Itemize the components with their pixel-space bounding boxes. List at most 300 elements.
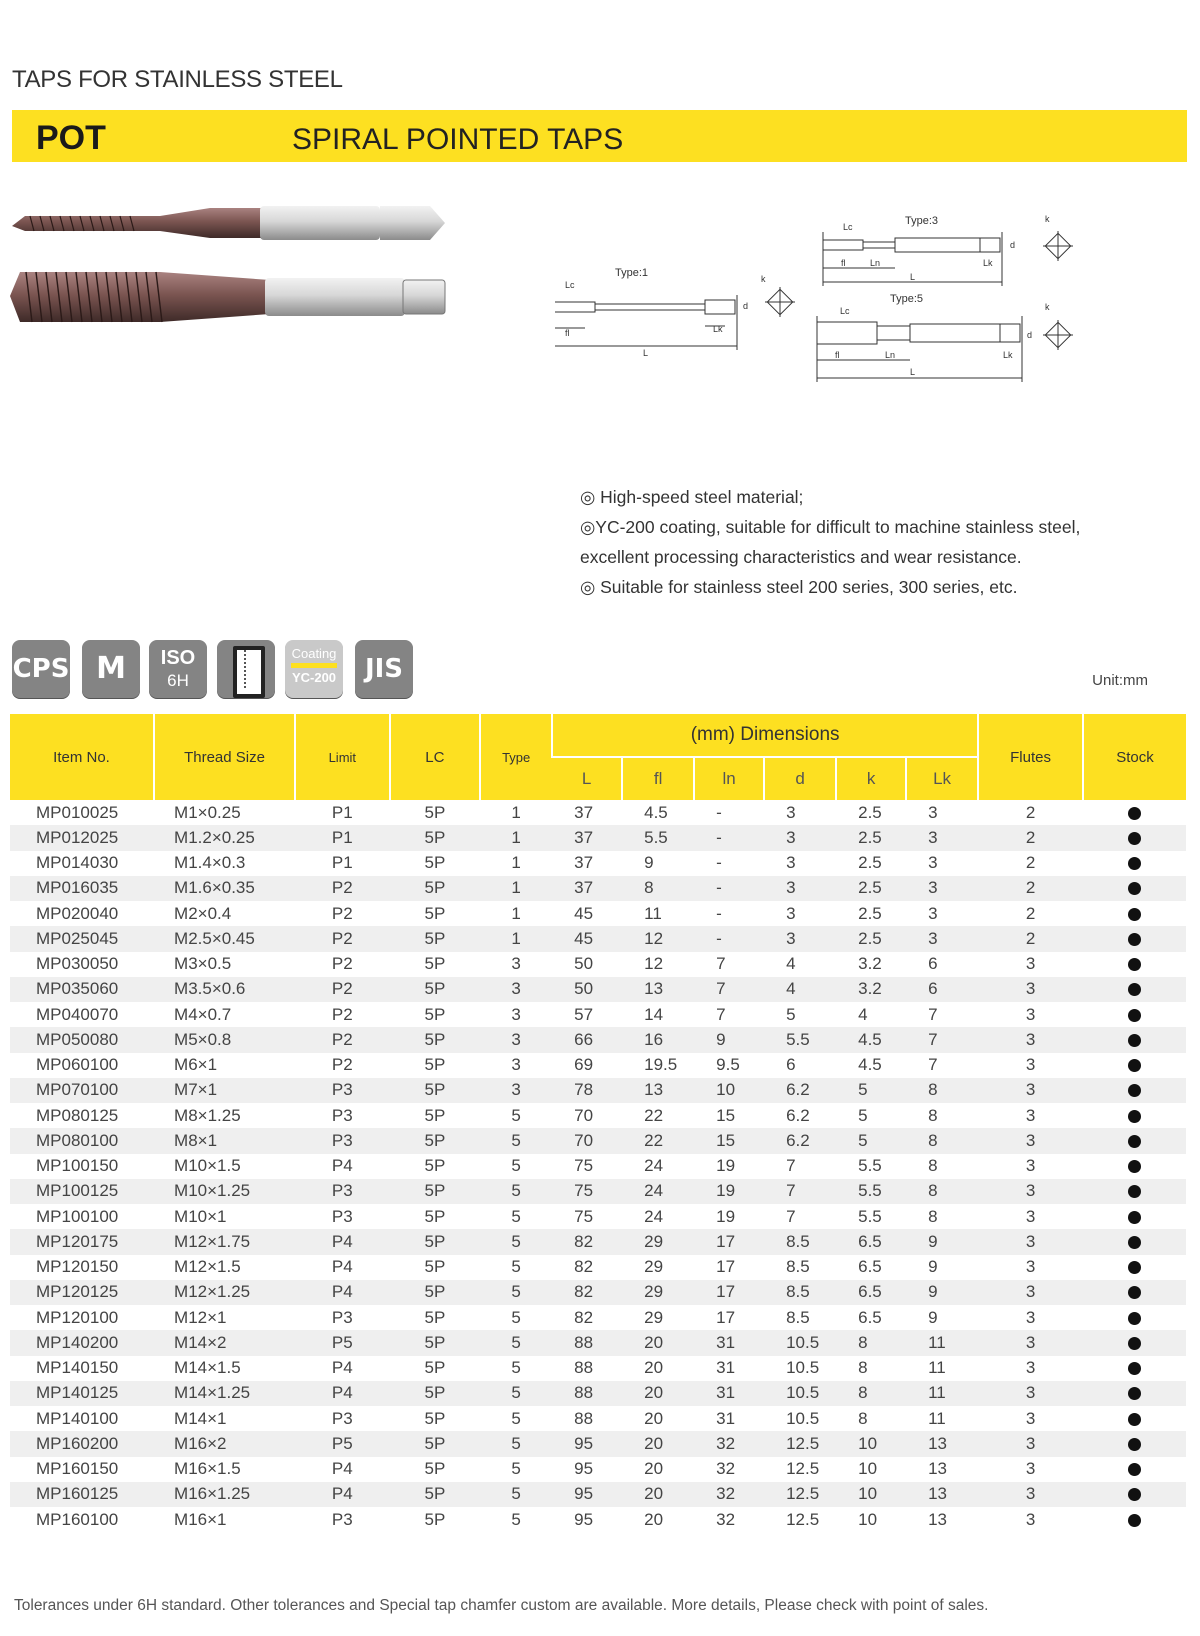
cell-lk: 7 [928, 1004, 938, 1024]
cell-fl: 29 [644, 1307, 664, 1327]
header-ln: ln [694, 757, 764, 800]
cell-d: 12.5 [764, 1482, 836, 1507]
cell-stock [1083, 800, 1186, 825]
type5-k-label: k [1045, 302, 1050, 312]
cell-type: 5 [480, 1330, 552, 1355]
header-l: L [552, 757, 622, 800]
cell-lk: 9 [906, 1280, 978, 1305]
cell-thread-size: M14×1.25 [154, 1381, 295, 1406]
cell-ln: 32 [694, 1482, 764, 1507]
cell-ln: 32 [716, 1509, 736, 1529]
cell-lk: 3 [928, 802, 938, 822]
cell-stock [1083, 1204, 1186, 1229]
type5-fl-label: fl [835, 350, 840, 360]
cell-ln: 15 [694, 1128, 764, 1153]
table-row [10, 1457, 1186, 1482]
cell-type: 5 [480, 1229, 552, 1254]
table-row [10, 901, 1186, 926]
cell-d: 8.5 [764, 1280, 836, 1305]
cell-thread-size: M12×1.25 [154, 1280, 295, 1305]
cell-type: 5 [511, 1408, 521, 1428]
cell-lc: 5P [390, 977, 481, 1002]
cell-ln: 10 [694, 1078, 764, 1103]
cell-k: 3.2 [836, 977, 906, 1002]
cell-l: 95 [574, 1509, 594, 1529]
in-stock-dot-icon [1128, 1135, 1141, 1148]
cell-stock [1083, 1078, 1186, 1103]
cell-type: 5 [480, 1280, 552, 1305]
type1-k-label: k [761, 274, 766, 284]
cell-fl: 24 [644, 1156, 664, 1176]
type1-lc-label: Lc [565, 280, 575, 290]
cell-thread-size: M3.5×0.6 [154, 977, 295, 1002]
cell-k: 8 [858, 1358, 868, 1378]
cell-fl: 20 [644, 1408, 664, 1428]
cell-lc: 5P [424, 1408, 446, 1428]
cell-lk: 7 [906, 1027, 978, 1052]
cell-ln: 31 [694, 1381, 764, 1406]
cell-fl: 24 [644, 1206, 664, 1226]
cell-k: 6.5 [836, 1280, 906, 1305]
in-stock-dot-icon [1128, 1337, 1141, 1350]
type5-l-label: L [910, 367, 916, 377]
table-row [10, 1103, 1186, 1128]
cell-k: 4.5 [836, 1027, 906, 1052]
cell-fl: 4.5 [644, 802, 668, 822]
cell-lc: 5P [424, 853, 446, 873]
cell-flutes: 3 [1025, 1156, 1036, 1176]
cell-item-no: MP030050 [36, 954, 119, 974]
cell-fl: 22 [622, 1128, 694, 1153]
cell-ln: 17 [694, 1229, 764, 1254]
cell-stock [1083, 876, 1186, 901]
table-row [10, 1128, 1186, 1153]
cell-lc: 5P [390, 1078, 481, 1103]
cell-ln: 32 [694, 1431, 764, 1456]
cell-type: 5 [511, 1307, 521, 1327]
cell-l: 88 [552, 1381, 622, 1406]
cell-item-no: MP016035 [10, 876, 154, 901]
cell-stock [1083, 1356, 1186, 1381]
cell-item-no: MP060100 [36, 1055, 119, 1075]
table-row [10, 1053, 1186, 1078]
cell-lc: 5P [390, 1128, 481, 1153]
cell-lk: 13 [906, 1482, 978, 1507]
cell-fl: 12 [622, 926, 694, 951]
cell-k: 5.5 [836, 1179, 906, 1204]
cell-flutes: 3 [978, 1027, 1083, 1052]
cell-type: 5 [511, 1257, 521, 1277]
type3-lk-label: Lk [983, 258, 993, 268]
cell-item-no: MP160100 [36, 1509, 119, 1529]
cell-type: 5 [511, 1358, 521, 1378]
cell-d: 12.5 [786, 1459, 820, 1479]
cell-lk: 3 [906, 876, 978, 901]
cell-thread-size: M4×0.7 [174, 1004, 232, 1024]
in-stock-dot-icon [1128, 1110, 1141, 1123]
cell-type: 3 [511, 1004, 521, 1024]
cell-lk: 11 [928, 1358, 946, 1378]
unit-label: Unit:mm [1092, 672, 1148, 689]
cell-limit: P4 [295, 1280, 390, 1305]
table-row [10, 1431, 1186, 1456]
cell-flutes: 2 [978, 825, 1083, 850]
table-row [10, 1204, 1186, 1229]
cell-type: 1 [511, 903, 521, 923]
cell-fl: 20 [622, 1431, 694, 1456]
cell-k: 2.5 [836, 876, 906, 901]
cell-flutes: 3 [1025, 1257, 1036, 1277]
cell-limit: P2 [295, 876, 390, 901]
cell-ln: 17 [694, 1280, 764, 1305]
type3-label: Type:3 [905, 215, 939, 227]
cell-lc: 5P [390, 1431, 481, 1456]
cell-thread-size: M12×1.5 [174, 1257, 241, 1277]
tap-shape-icon [217, 640, 275, 698]
cell-d: 3 [764, 825, 836, 850]
cell-k: 8 [858, 1408, 868, 1428]
cell-lk: 8 [906, 1179, 978, 1204]
cell-fl: 5.5 [622, 825, 694, 850]
cell-l: 70 [552, 1128, 622, 1153]
in-stock-dot-icon [1128, 908, 1141, 921]
cell-l: 45 [552, 926, 622, 951]
cell-lk: 13 [928, 1509, 947, 1529]
cell-fl: 20 [622, 1330, 694, 1355]
cell-l: 75 [574, 1206, 594, 1226]
cell-l: 82 [552, 1229, 622, 1254]
header-k: k [836, 757, 906, 800]
cell-lc: 5P [390, 1280, 481, 1305]
cell-type: 5 [480, 1381, 552, 1406]
cell-l: 57 [574, 1004, 594, 1024]
cell-k: 4 [858, 1004, 868, 1024]
cell-limit: P4 [331, 1358, 353, 1378]
cell-lk: 7 [928, 1055, 938, 1075]
cell-item-no: MP140125 [10, 1381, 154, 1406]
in-stock-dot-icon [1128, 832, 1141, 845]
table-row [10, 1406, 1186, 1431]
cell-item-no: MP025045 [10, 926, 154, 951]
cell-lk: 8 [928, 1156, 938, 1176]
cell-k: 5.5 [858, 1206, 882, 1226]
in-stock-dot-icon [1128, 1362, 1141, 1375]
cell-limit: P1 [331, 802, 353, 822]
cell-lc: 5P [424, 1257, 446, 1277]
cell-lc: 5P [424, 1156, 446, 1176]
cell-d: 3 [764, 926, 836, 951]
cell-lc: 5P [424, 1055, 446, 1075]
cell-d: 6.2 [764, 1078, 836, 1103]
cell-k: 5 [836, 1128, 906, 1153]
cell-lk: 8 [928, 1105, 938, 1125]
cell-stock [1083, 1381, 1186, 1406]
type3-ln-label: Ln [870, 258, 881, 268]
cell-thread-size: M10×1.5 [174, 1156, 241, 1176]
cell-flutes: 3 [978, 1229, 1083, 1254]
cell-stock [1083, 1128, 1186, 1153]
cell-lk: 6 [906, 977, 978, 1002]
product-name: SPIRAL POINTED TAPS [292, 123, 624, 156]
cell-l: 37 [552, 876, 622, 901]
cell-fl: 13 [622, 977, 694, 1002]
product-banner [12, 110, 1187, 162]
type3-fl-label: fl [841, 258, 846, 268]
cell-stock [1083, 1280, 1186, 1305]
cell-limit: P2 [295, 926, 390, 951]
cell-flutes: 3 [1025, 1358, 1036, 1378]
cell-fl: 11 [644, 903, 662, 923]
cell-flutes: 3 [1025, 954, 1036, 974]
table-row [10, 1154, 1186, 1179]
cell-limit: P3 [331, 1206, 353, 1226]
cell-fl: 16 [622, 1027, 694, 1052]
cell-stock [1083, 1255, 1186, 1280]
cell-l: 37 [574, 853, 594, 873]
cell-item-no: MP020040 [36, 903, 119, 923]
header-lc: LC [390, 714, 481, 800]
cell-l: 69 [574, 1055, 594, 1075]
cell-lc: 5P [390, 1027, 481, 1052]
cell-thread-size: M2.5×0.45 [154, 926, 295, 951]
cell-k: 4.5 [858, 1055, 882, 1075]
type5-ln-label: Ln [885, 350, 896, 360]
cell-limit: P3 [295, 1128, 390, 1153]
cell-stock [1083, 1305, 1186, 1330]
cell-thread-size: M8×1.25 [174, 1105, 241, 1125]
table-row [10, 1078, 1186, 1103]
cell-type: 3 [480, 1027, 552, 1052]
in-stock-dot-icon [1128, 857, 1141, 870]
tap-product-photo [10, 196, 465, 346]
cell-lk: 3 [906, 825, 978, 850]
cell-limit: P3 [331, 1509, 353, 1529]
type1-fl-label: fl [565, 328, 570, 338]
cell-stock [1083, 1507, 1186, 1532]
table-row [10, 1507, 1186, 1532]
cell-type: 1 [480, 926, 552, 951]
cell-item-no: MP120175 [10, 1229, 154, 1254]
cell-ln: 7 [716, 954, 726, 974]
cell-type: 5 [480, 1482, 552, 1507]
in-stock-dot-icon [1128, 807, 1141, 820]
cell-item-no: MP160200 [10, 1431, 154, 1456]
in-stock-dot-icon [1128, 958, 1141, 971]
cell-ln: 17 [716, 1307, 736, 1327]
cell-type: 1 [511, 802, 521, 822]
cell-fl: 14 [644, 1004, 664, 1024]
cell-d: 6.2 [764, 1128, 836, 1153]
header-flutes: Flutes [978, 714, 1083, 800]
table-row [10, 1381, 1186, 1406]
cell-d: 4 [764, 977, 836, 1002]
cell-lc: 5P [390, 1381, 481, 1406]
cell-l: 95 [552, 1431, 622, 1456]
cell-ln: 32 [716, 1459, 736, 1479]
cell-item-no: MP120100 [36, 1307, 119, 1327]
cell-item-no: MP100150 [36, 1156, 119, 1176]
cell-ln: 17 [716, 1257, 736, 1277]
cell-d: 3 [786, 903, 796, 923]
cell-limit: P4 [295, 1482, 390, 1507]
cell-k: 5.5 [858, 1156, 882, 1176]
cell-ln: - [694, 825, 764, 850]
cell-type: 3 [511, 954, 521, 974]
cell-fl: 20 [644, 1459, 664, 1479]
cell-flutes: 3 [1025, 1206, 1036, 1226]
cell-type: 3 [511, 1055, 521, 1075]
cell-flutes: 3 [978, 1381, 1083, 1406]
table-row [10, 1482, 1186, 1507]
cps-icon: CPS [12, 640, 70, 698]
cell-flutes: 2 [978, 876, 1083, 901]
cell-thread-size: M1.4×0.3 [174, 853, 246, 873]
cell-thread-size: M12×1 [174, 1307, 227, 1327]
cell-stock [1083, 1027, 1186, 1052]
cell-item-no: MP050080 [10, 1027, 154, 1052]
cell-type: 5 [480, 1179, 552, 1204]
cell-type: 5 [511, 1206, 521, 1226]
type3-k-label: k [1045, 214, 1050, 224]
cell-thread-size: M14×1.5 [174, 1358, 241, 1378]
table-row [10, 1330, 1186, 1355]
cell-type: 3 [480, 977, 552, 1002]
type1-d-label: d [743, 301, 749, 311]
cell-limit: P2 [331, 954, 353, 974]
type5-label: Type:5 [890, 293, 924, 305]
cell-thread-size: M14×1 [174, 1408, 227, 1428]
cell-fl: 20 [622, 1482, 694, 1507]
cell-k: 2.5 [858, 802, 882, 822]
cell-flutes: 2 [978, 926, 1083, 951]
cell-ln: 19 [694, 1179, 764, 1204]
cell-flutes: 3 [978, 1330, 1083, 1355]
cell-stock [1083, 1053, 1186, 1078]
cell-d: 5.5 [764, 1027, 836, 1052]
cell-l: 37 [552, 825, 622, 850]
feature-item: ◎YC-200 coating, suitable for difficult to machine stainless steel, [580, 517, 1081, 537]
table-row [10, 1027, 1186, 1052]
table-row [10, 952, 1186, 977]
cell-lk: 9 [928, 1257, 938, 1277]
cell-fl: 20 [644, 1509, 664, 1529]
cell-lc: 5P [424, 1509, 446, 1529]
cell-lc: 5P [424, 1206, 446, 1226]
cell-lc: 5P [390, 825, 481, 850]
cell-item-no: MP160125 [10, 1482, 154, 1507]
cell-limit: P3 [331, 1408, 353, 1428]
cell-d: 6.2 [786, 1105, 810, 1125]
cell-stock [1083, 1103, 1186, 1128]
cell-lk: 8 [928, 1206, 938, 1226]
cell-d: 12.5 [764, 1431, 836, 1456]
feature-item: ◎ High-speed steel material; [580, 487, 804, 507]
in-stock-dot-icon [1128, 933, 1141, 946]
table-row [10, 825, 1186, 850]
cell-l: 75 [552, 1179, 622, 1204]
header-dimensions: (mm) Dimensions [552, 714, 978, 757]
table-row [10, 800, 1186, 825]
cell-k: 2.5 [858, 903, 882, 923]
cell-item-no: MP070100 [10, 1078, 154, 1103]
cell-lk: 8 [906, 1128, 978, 1153]
cell-l: 45 [574, 903, 594, 923]
cell-l: 88 [552, 1330, 622, 1355]
metric-thread-icon: M [82, 640, 140, 698]
type5-lc-label: Lc [840, 306, 850, 316]
cell-l: 50 [552, 977, 622, 1002]
cell-lc: 5P [390, 1330, 481, 1355]
cell-type: 5 [511, 1105, 521, 1125]
cell-d: 10.5 [786, 1358, 820, 1378]
cell-fl: 19.5 [644, 1055, 678, 1075]
cell-d: 3 [786, 802, 796, 822]
in-stock-dot-icon [1128, 882, 1141, 895]
table-row [10, 1002, 1186, 1027]
cell-item-no: MP140150 [36, 1358, 119, 1378]
cell-item-no: MP100100 [36, 1206, 119, 1226]
cell-stock [1083, 1431, 1186, 1456]
cell-l: 37 [574, 802, 594, 822]
tap-type-diagrams [555, 210, 1115, 400]
cell-flutes: 3 [978, 977, 1083, 1002]
cell-d: 10.5 [786, 1408, 820, 1428]
cell-thread-size: M16×2 [154, 1431, 295, 1456]
cell-lk: 11 [928, 1408, 946, 1428]
cell-l: 75 [574, 1156, 594, 1176]
cell-limit: P5 [295, 1330, 390, 1355]
cell-flutes: 3 [978, 1482, 1083, 1507]
cell-type: 5 [511, 1459, 521, 1479]
cell-item-no: MP140200 [10, 1330, 154, 1355]
cell-item-no: MP080125 [36, 1105, 119, 1125]
cell-flutes: 3 [1025, 1004, 1036, 1024]
cell-l: 88 [574, 1408, 594, 1428]
cell-flutes: 3 [1025, 1105, 1036, 1125]
cell-thread-size: M10×1.25 [154, 1179, 295, 1204]
cell-d: 10.5 [764, 1330, 836, 1355]
in-stock-dot-icon [1128, 1488, 1141, 1501]
cell-lc: 5P [424, 954, 446, 974]
cell-ln: 31 [694, 1330, 764, 1355]
cell-k: 2.5 [836, 926, 906, 951]
cell-limit: P4 [295, 1381, 390, 1406]
cell-stock [1083, 1229, 1186, 1254]
cell-d: 8.5 [764, 1229, 836, 1254]
header-d: d [764, 757, 836, 800]
cell-d: 6 [786, 1055, 796, 1075]
cell-lc: 5P [424, 802, 446, 822]
in-stock-dot-icon [1128, 1286, 1141, 1299]
cell-flutes: 3 [1025, 1055, 1036, 1075]
cell-limit: P3 [295, 1179, 390, 1204]
cell-d: 7 [786, 1156, 796, 1176]
cell-stock [1083, 1179, 1186, 1204]
cell-flutes: 3 [978, 1280, 1083, 1305]
cell-l: 95 [552, 1482, 622, 1507]
cell-type: 5 [480, 1128, 552, 1153]
cell-d: 7 [786, 1206, 796, 1226]
cell-limit: P4 [331, 1156, 353, 1176]
cell-l: 95 [574, 1459, 594, 1479]
cell-lk: 11 [906, 1381, 978, 1406]
cell-type: 1 [480, 825, 552, 850]
cell-thread-size: M7×1 [154, 1078, 295, 1103]
feature-item: ◎ Suitable for stainless steel 200 series, 300 series, etc. [580, 577, 1018, 597]
cell-lc: 5P [390, 1229, 481, 1254]
coating-yc200-icon: Coating YC-200 [285, 640, 343, 698]
header-limit: Limit [295, 714, 390, 800]
